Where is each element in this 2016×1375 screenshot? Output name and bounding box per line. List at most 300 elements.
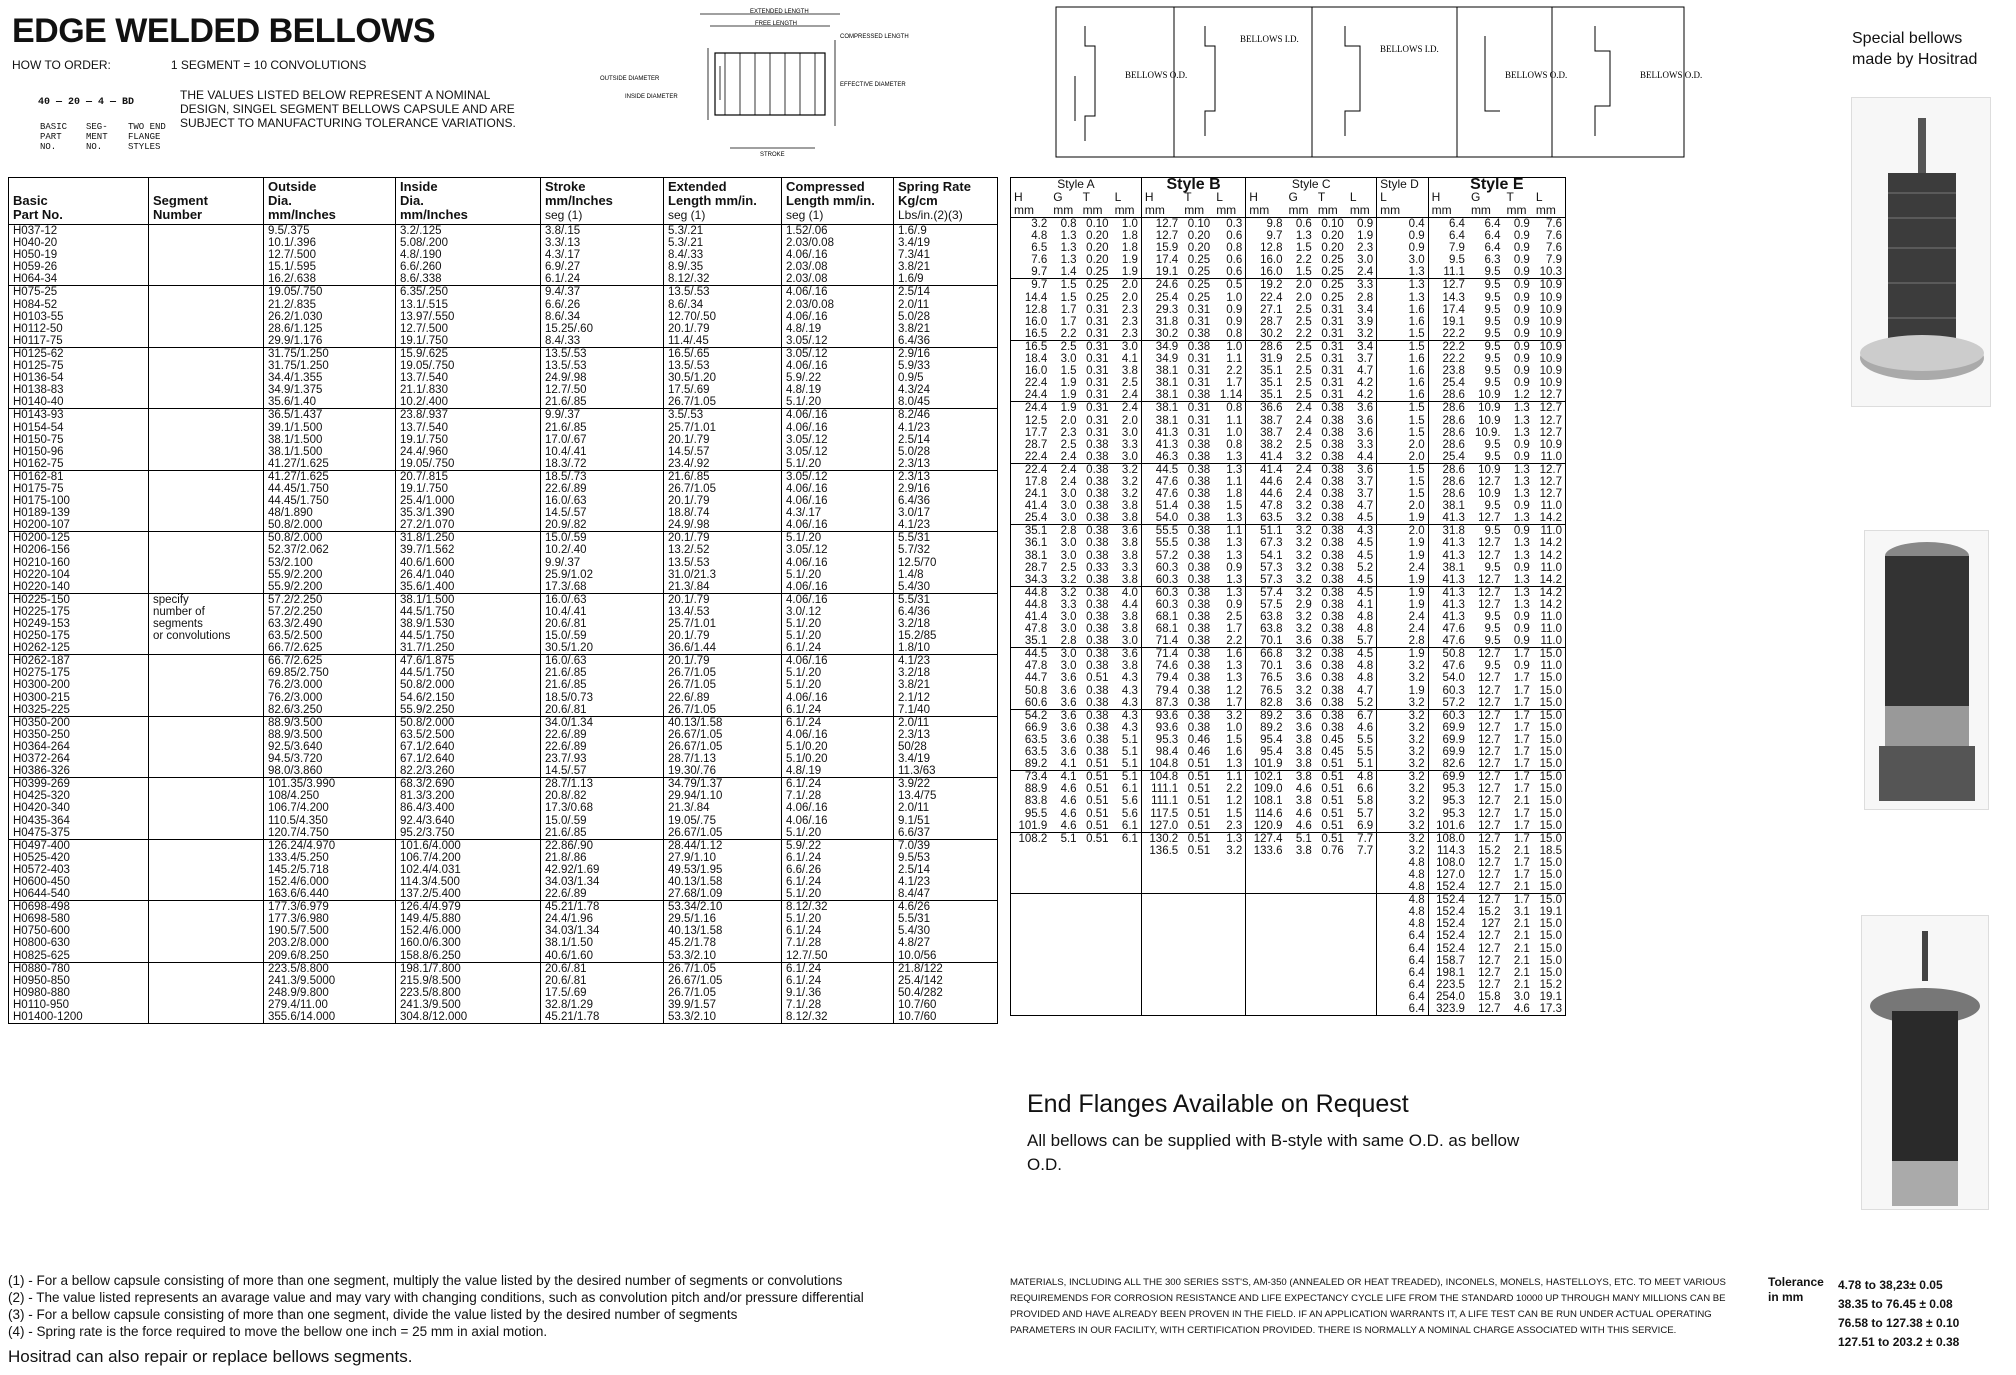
table-body bbox=[1011, 218, 1566, 1016]
table-cell: H0125-62 H0125-75 H0136-54 H0138-83 H0140-40 bbox=[13, 347, 64, 409]
table-row bbox=[9, 225, 998, 286]
table-cell: 1.0 1.8 1.8 1.9 1.9 bbox=[1121, 218, 1138, 279]
table-cell: 34.0/1.34 22.6/.89 22.6/.89 23.7/.93 14.5/.57 bbox=[541, 716, 664, 777]
table-cell: 1.52/.06 2.03/0.08 4.06/.16 2.03/.08 2.03/.08 bbox=[782, 225, 894, 286]
table-cell: 1.6 1.3 1.3 1.2 1.7 bbox=[1226, 648, 1243, 709]
unit-header bbox=[1504, 191, 1533, 218]
table-cell: 1.7 1.7 2.1 1.7 1.7 bbox=[1513, 771, 1530, 832]
table-row bbox=[1011, 955, 1566, 1016]
table-cell: 5.1 bbox=[1060, 832, 1077, 845]
table-cell bbox=[1347, 894, 1377, 955]
repair-note: Hositrad can also repair or replace bellows segments. bbox=[8, 1347, 413, 1366]
table-cell: 6.7 4.6 5.5 5.5 5.1 bbox=[1357, 709, 1374, 771]
table-cell: 3.2 3.2 3.2 3.8 3.8 bbox=[1121, 463, 1138, 525]
col-header: L bbox=[1380, 190, 1387, 204]
table-row bbox=[9, 839, 998, 900]
table-cell: 5.9/.22 6.1/.24 6.6/.26 6.1/.24 5.1/.20 bbox=[782, 839, 894, 900]
table-cell: 57.4 57.5 63.8 63.8 70.1 bbox=[1246, 586, 1286, 647]
code-label: TWO END FLANGE STYLES bbox=[128, 122, 166, 152]
page-title: EDGE WELDED BELLOWS bbox=[12, 12, 436, 50]
col-header: G bbox=[1053, 190, 1063, 204]
table-cell: 2.0 1.9 1.9 2.4 1.9 bbox=[1377, 525, 1429, 586]
table-cell: 18.5/.73 22.6/.89 16.0/.63 14.5/.57 20.9/.82 bbox=[541, 470, 664, 531]
col-header: Outside bbox=[268, 179, 317, 194]
table-cell: 7.7 7.7 bbox=[1357, 832, 1374, 857]
col-header: Inside bbox=[400, 179, 438, 194]
table-cell: 12.7 12.7 12.7 12.7 12.7 bbox=[1478, 709, 1501, 771]
diagram-label: EXTENDED LENGTH bbox=[750, 9, 809, 15]
col-unit: mm bbox=[1216, 203, 1237, 217]
table-cell: 21.6/.85 26.7/1.05 20.1/.79 18.8/.74 24.9/.98 bbox=[664, 470, 782, 531]
col-unit: mm bbox=[1288, 203, 1309, 217]
table-cell: 2.9/16 5.9/33 0.9/5 4.3/24 8.0/45 bbox=[894, 347, 998, 408]
footnote: (2) - The value listed represents an avarage value and may vary with changing conditions, such as convolution pitch and/or pressure differential bbox=[8, 1290, 864, 1305]
table-cell: H037-12 H040-20 H050-19 H059-26 H064-34 bbox=[13, 225, 58, 286]
table-cell: 2.4 2.0 3.0 3.3 3.0 bbox=[1121, 402, 1138, 463]
table-cell: 4.0 4.4 3.8 3.8 3.0 bbox=[1121, 586, 1138, 648]
bellows-dimension-diagram bbox=[600, 8, 909, 158]
table-cell bbox=[1246, 894, 1286, 955]
table-cell: 12.7 12.7 9.5 9.5 9.5 bbox=[1478, 586, 1501, 648]
table-row bbox=[9, 347, 998, 408]
table-cell: 0.6 1.3 1.5 2.2 1.5 bbox=[1295, 218, 1312, 279]
col-unit: mm bbox=[1506, 203, 1527, 217]
table-cell: 9.8 9.7 12.8 16.0 16.0 bbox=[1246, 218, 1286, 279]
table-cell bbox=[149, 347, 264, 408]
table-row bbox=[1011, 218, 1566, 279]
table-cell: 3.6 3.8 3.8 3.3 3.8 bbox=[1121, 525, 1138, 586]
col-unit: mm bbox=[1470, 203, 1491, 217]
table-cell: 3.05/.12 4.06/.16 4.06/.16 4.3/.17 4.06/.16 bbox=[782, 470, 894, 531]
table-cell: 7.0/39 9.5/53 2.5/14 4.1/23 8.4/47 bbox=[894, 839, 998, 900]
table-cell: 0.9 0.9 0.9 0.9 0.9 bbox=[1513, 218, 1530, 279]
table-cell bbox=[149, 839, 264, 900]
table-cell: 20.1/.79 13.2/.52 13.5/.53 31.0/21.3 21.3/.84 bbox=[664, 532, 782, 593]
table-cell: 6.1/.24 6.1/.24 9.1/.36 7.1/.28 8.12/.32 bbox=[782, 962, 894, 1023]
diagram-label: INSIDE DIAMETER bbox=[625, 94, 678, 100]
style-b-header: Style B bbox=[1141, 178, 1245, 192]
table-cell: 0.51 0.51 0.51 0.51 0.51 bbox=[1086, 771, 1109, 832]
table-cell: 1.5 1.5 1.7 1.7 2.2 bbox=[1060, 279, 1077, 340]
table-cell: 16.0/.63 10.4/.41 20.6/.81 15.0/.59 30.5/1.20 bbox=[541, 593, 664, 654]
table-cell: 50.8 47.6 54.0 60.3 57.2 bbox=[1428, 648, 1468, 709]
code-label: BASIC PART NO. bbox=[40, 122, 68, 152]
table-cell: 1.3 0.9 2.5 1.7 2.2 bbox=[1226, 586, 1243, 648]
unit-header bbox=[1315, 191, 1347, 218]
col-header: mm/Inches bbox=[268, 207, 336, 222]
table-cell bbox=[1246, 955, 1286, 1016]
bellows-image bbox=[1865, 531, 1990, 811]
col-header: H bbox=[1014, 190, 1023, 204]
col-unit: mm bbox=[1082, 203, 1103, 217]
table-cell: 12.7 12.7 12.7 12.7 12.7 bbox=[1478, 771, 1501, 832]
col-unit: mm bbox=[1014, 203, 1034, 217]
table-cell: 3.2 3.3 3.0 3.0 2.8 bbox=[1060, 586, 1077, 648]
table-cell: H0880-780 H0950-850 H0980-880 H0110-950 H01400-1200 bbox=[13, 962, 83, 1023]
table-cell: 54.2 66.9 63.5 63.5 89.2 bbox=[1024, 709, 1048, 771]
table-cell bbox=[149, 470, 264, 531]
table-cell: 10.9 12.7 10.9 9.5 12.7 bbox=[1478, 463, 1501, 525]
table-cell: 69.9 95.3 95.3 95.3 101.6 bbox=[1428, 771, 1468, 832]
table-cell: 31.8 41.3 41.3 38.1 41.3 bbox=[1428, 525, 1468, 586]
table-cell: 73.4 88.9 83.8 95.5 101.9 bbox=[1018, 771, 1048, 832]
table-cell: 9.7 14.4 12.8 16.0 16.5 bbox=[1024, 279, 1048, 340]
table-cell: 0.38 0.38 0.38 0.38 0.38 bbox=[1086, 586, 1109, 648]
table-cell bbox=[1213, 955, 1246, 1016]
table-cell: 6.4 6.4 6.4 6.4 6.4 bbox=[1377, 955, 1429, 1016]
table-cell bbox=[149, 962, 264, 1023]
table-cell bbox=[1050, 955, 1079, 1016]
table-cell: 15.0 19.1 15.0 15.0 15.0 bbox=[1539, 894, 1562, 955]
table-cell: 177.3/6.979 177.3/6.980 190.5/7.500 203.2/8.000 209.6/8.250 bbox=[264, 901, 396, 962]
unit-header bbox=[1428, 191, 1468, 218]
table-cell: 4.8 4.8 4.8 6.4 6.4 bbox=[1377, 894, 1429, 955]
table-row bbox=[1011, 340, 1566, 401]
table-cell: 13.5/.53 13.5/.53 24.9/.98 12.7/.50 21.6/.85 bbox=[541, 347, 664, 408]
table-cell: 19.2 22.4 27.1 28.7 30.2 bbox=[1246, 279, 1286, 340]
unit-header bbox=[1468, 191, 1504, 218]
table-cell: 12.7 15.2 12.7 12.7 12.7 bbox=[1478, 832, 1501, 894]
table-cell: 1.3 1.3 1.6 1.6 1.5 bbox=[1377, 279, 1429, 340]
end-flanges-text: All bellows can be supplied with B-style with same O.D. as bellow O.D. bbox=[1027, 1131, 1520, 1174]
table-cell bbox=[149, 409, 264, 470]
table-row bbox=[9, 532, 998, 593]
table-cell: 0.8 1.1 1.0 0.8 1.3 bbox=[1226, 402, 1243, 463]
col-header: G bbox=[1288, 190, 1298, 204]
col-header: H bbox=[1431, 190, 1441, 204]
table-cell: 3.3 2.8 3.4 3.9 3.2 bbox=[1357, 279, 1374, 340]
table-cell: 1.1 1.3 1.3 0.9 1.3 bbox=[1226, 525, 1243, 586]
table-cell: 1.3 3.2 bbox=[1226, 832, 1243, 857]
table-cell: 1.3 1.3 1.3 0.9 0.9 bbox=[1513, 402, 1530, 463]
table-cell: 20.1/.79 26.7/1.05 26.7/1.05 22.6/.89 26.7/1.05 bbox=[664, 655, 782, 716]
col-unit: mm bbox=[1144, 203, 1165, 217]
table-cell: 0.38 0.38 0.38 0.38 0.38 bbox=[1321, 402, 1344, 463]
table-cell: 3.2/.125 5.08/.200 4.8/.190 6.6/.260 8.6/.338 bbox=[396, 225, 541, 286]
table-cell: 0.4 0.9 0.9 3.0 1.3 bbox=[1377, 218, 1429, 279]
table-cell: 0.5 1.0 0.9 0.9 0.8 bbox=[1226, 279, 1243, 340]
table-cell: 0.10 0.20 0.20 0.25 0.25 bbox=[1187, 218, 1211, 279]
footnote: (3) - For a bellow capsule consisting of more than one segment, divide the value listed by the desired number of segments bbox=[8, 1307, 738, 1322]
table-cell: 7.6 7.6 7.6 7.9 10.3 bbox=[1539, 218, 1562, 279]
table-cell: 108.2 bbox=[1018, 832, 1048, 845]
diagram-label: OUTSIDE DIAMETER bbox=[600, 76, 660, 82]
style-header-row bbox=[1011, 178, 1566, 192]
table-cell: 1.5 1.6 1.6 1.6 1.6 bbox=[1377, 340, 1429, 401]
table-cell: H075-25 H084-52 H0103-55 H0112-50 H0117-75 bbox=[13, 286, 64, 347]
table-cell: 28.44/1.12 27.9/1.10 49.53/1.95 40.13/1.58 27.68/1.09 bbox=[664, 839, 782, 900]
table-cell: 2.4 2.4 2.4 2.5 3.2 bbox=[1295, 402, 1312, 463]
table-cell: 3.2 4.8 6.5 7.6 9.7 bbox=[1031, 218, 1048, 279]
table-cell: H0200-125 H0206-156 H0210-160 H0220-104 H0220-140 bbox=[13, 532, 70, 593]
unit-header bbox=[1112, 191, 1142, 218]
col-unit: mm bbox=[1317, 203, 1338, 217]
table-cell: 0.38 0.38 0.38 0.38 0.38 bbox=[1187, 648, 1211, 709]
tolerance-label: Tolerance in mm bbox=[1768, 1275, 1824, 1304]
table-row bbox=[1011, 463, 1566, 524]
flange-style-diagrams bbox=[1055, 6, 1815, 161]
table-cell bbox=[1286, 955, 1315, 1016]
table-cell bbox=[1011, 955, 1051, 1016]
table-cell: 4.06/.16 2.03/0.08 4.06/.16 4.8/.19 3.05/.12 bbox=[782, 286, 894, 347]
table-cell: 1.7 1.7 1.7 1.7 1.7 bbox=[1513, 709, 1530, 771]
table-cell: 152.4 152.4 152.4 152.4 152.4 bbox=[1428, 894, 1468, 955]
table-cell: 88.9/3.500 88.9/3.500 92.5/3.640 94.5/3.720 98.0/3.860 bbox=[264, 716, 396, 777]
table-cell: 3.8 4.6 3.8 4.6 4.6 bbox=[1295, 771, 1312, 832]
unit-header bbox=[1080, 191, 1112, 218]
diagram-label: COMPRESSED LENGTH bbox=[840, 34, 909, 40]
table-cell: 5.5/31 6.4/36 3.2/18 15.2/85 1.8/10 bbox=[894, 593, 998, 654]
table-cell: 1.5 1.5 1.5 2.0 1.9 bbox=[1377, 463, 1429, 524]
table-cell: 126.4/4.979 149.4/5.880 152.4/6.000 160.0/6.300 158.8/6.250 bbox=[396, 901, 541, 962]
table-cell: 0.31 0.31 0.31 0.38 0.38 bbox=[1086, 402, 1109, 463]
table-cell: 198.1/7.800 215.9/8.500 223.5/8.800 241.3/9.500 304.8/12.000 bbox=[396, 962, 541, 1023]
col-header: Part No. bbox=[13, 207, 63, 222]
table-cell: 3.2 3.6 3.6 3.2 3.6 bbox=[1295, 648, 1312, 709]
table-cell: 3.05/.12 4.06/.16 5.9/.22 4.8/.19 5.1/.20 bbox=[782, 347, 894, 408]
table-cell: 47.6/1.875 44.5/1.750 50.8/2.000 54.6/2.150 55.9/2.250 bbox=[396, 655, 541, 716]
table-cell: H0162-81 H0175-75 H0175-100 H0189-139 H0200-107 bbox=[13, 470, 70, 532]
col-header: Number bbox=[153, 207, 203, 222]
unit-header bbox=[1011, 191, 1051, 218]
table-cell: 3.5/.53 25.7/1.01 20.1/.79 14.5/.57 23.4/.92 bbox=[664, 409, 782, 470]
table-cell: 9.5/.375 10.1/.396 12.7/.500 15.1/.595 16.2/.638 bbox=[264, 225, 396, 286]
col-header: seg (1) bbox=[545, 208, 583, 222]
table-cell bbox=[149, 901, 264, 962]
table-cell bbox=[1080, 894, 1112, 955]
unit-header-row bbox=[1011, 191, 1566, 218]
table-cell: 9.5 9.5 9.5 9.5 9.5 bbox=[1484, 279, 1501, 340]
table-cell: 104.8 111.1 111.1 117.5 127.0 bbox=[1141, 771, 1181, 832]
col-unit: mm bbox=[1184, 203, 1205, 217]
table-cell bbox=[149, 778, 264, 839]
table-cell: 45.21/1.78 24.4/1.96 34.03/1.34 38.1/1.50 40.6/1.60 bbox=[541, 901, 664, 962]
table-cell: 24.6 25.4 29.3 31.8 30.2 bbox=[1141, 279, 1181, 340]
table-row bbox=[1011, 709, 1566, 770]
table-cell: 223.5/8.800 241.3/9.5000 248.9/9.800 279.4/11.00 355.6/14.000 bbox=[264, 962, 396, 1023]
table-cell: 9.5 12.7 12.7 9.5 12.7 bbox=[1478, 525, 1501, 586]
style-label: BELLOWS O.D. bbox=[1505, 70, 1568, 80]
table-cell bbox=[1112, 955, 1142, 1016]
table-cell: 12.7 14.3 17.4 19.1 22.2 bbox=[1428, 279, 1468, 340]
table-cell: H0350-200 H0350-250 H0364-264 H0372-264 H0386-326 bbox=[13, 716, 70, 778]
table-cell: 10.9 10.9 10.9 10.9 12.7 bbox=[1539, 340, 1562, 402]
table-cell: 0.38 0.38 0.38 0.38 0.38 bbox=[1187, 525, 1211, 586]
col-header: G bbox=[1470, 190, 1481, 204]
table-cell: 3.2 1.0 1.5 1.6 1.3 bbox=[1226, 709, 1243, 771]
table-cell: 22.2 22.2 23.8 25.4 28.6 bbox=[1428, 340, 1468, 401]
table-cell: 12.7 12.7 12.7 15.8 12.7 bbox=[1478, 954, 1501, 1015]
table-cell: 4.1 4.6 4.6 4.6 4.6 bbox=[1060, 771, 1077, 832]
table-cell: 2.5 2.5 2.5 2.5 2.5 bbox=[1295, 340, 1312, 402]
table-cell: 6.4 6.4 6.4 6.3 9.5 bbox=[1484, 218, 1501, 279]
footnotes bbox=[8, 1272, 864, 1340]
table-cell: 71.4 74.6 79.4 79.4 87.3 bbox=[1141, 648, 1181, 709]
table-cell: 2.0 2.0 2.3 2.3 2.3 bbox=[1121, 279, 1138, 340]
col-unit: mm bbox=[1053, 203, 1074, 217]
table-cell: 3.6 3.6 3.8 3.8 3.8 bbox=[1295, 709, 1312, 771]
table-cell: 23.8/.937 13.7/.540 19.1/.750 24.4/.960 19.05/.750 bbox=[396, 409, 541, 470]
table-cell: 6.4 6.4 7.9 9.5 11.1 bbox=[1428, 218, 1468, 279]
unit-header bbox=[1181, 191, 1213, 218]
table-cell: 4.1/23 3.2/18 3.8/21 2.1/12 7.1/40 bbox=[894, 655, 998, 716]
end-flanges-title: End Flanges Available on Request bbox=[1027, 1090, 1409, 1118]
table-cell: 22.86/.90 21.8/.86 42.92/1.69 34.03/1.34 22.6/.89 bbox=[541, 839, 664, 900]
table-cell: H0497-400 H0525-420 H0572-403 H0600-450 H0644-540 bbox=[13, 839, 70, 901]
table-cell bbox=[1050, 894, 1079, 955]
table-cell: 108.0 114.3 108.0 127.0 152.4 bbox=[1428, 832, 1468, 893]
table-cell: 34.79/1.37 29.94/1.10 21.3/.84 19.05/.75 26.67/1.05 bbox=[664, 778, 782, 839]
table-cell: 36.6 38.7 38.7 38.2 41.4 bbox=[1246, 402, 1286, 463]
table-cell: 41.27/1.625 44.45/1.750 44.45/1.750 48/1.890 50.8/2.000 bbox=[264, 470, 396, 531]
table-cell: 55.5 55.5 57.2 60.3 60.3 bbox=[1141, 525, 1181, 586]
table-cell: 4.6/26 5.5/31 5.4/30 4.8/27 10.0/56 bbox=[894, 901, 998, 962]
table-cell: 0.9 1.3 1.3 0.9 1.3 bbox=[1513, 525, 1530, 586]
table-cell: 0.38 0.38 0.38 0.38 0.38 bbox=[1187, 463, 1211, 525]
style-d-header: Style D bbox=[1377, 178, 1429, 192]
table-cell: 12.7 12.7 15.9 17.4 19.1 bbox=[1141, 218, 1181, 279]
table-cell: 31.8/1.250 39.7/1.562 40.6/1.600 26.4/1.040 35.6/1.400 bbox=[396, 532, 541, 593]
table-cell: 0.38 0.38 0.46 0.46 0.51 bbox=[1187, 709, 1211, 771]
table-cell: 1.3 1.3 0.9 0.9 0.9 bbox=[1513, 586, 1530, 648]
table-cell: 44.5 47.8 44.7 50.8 60.6 bbox=[1024, 648, 1048, 709]
table-row bbox=[1011, 402, 1566, 463]
table-row bbox=[1011, 279, 1566, 340]
unit-header bbox=[1213, 191, 1246, 218]
table-cell bbox=[149, 716, 264, 777]
table-cell: 2.3/13 2.9/16 6.4/36 3.0/17 4.1/23 bbox=[894, 470, 998, 531]
col-header: Kg/cm bbox=[898, 193, 938, 208]
table-cell: 5.1 3.8 bbox=[1295, 832, 1312, 857]
table-cell: 0.3 0.6 0.8 0.6 0.6 bbox=[1226, 218, 1243, 279]
table-cell: 16.0/.63 21.6/.85 21.6/.85 18.5/0.73 20.6/.81 bbox=[541, 655, 664, 716]
table-cell: 3.2 3.2 3.2 3.2 3.2 bbox=[1295, 525, 1312, 586]
table-row bbox=[1011, 525, 1566, 586]
table-cell bbox=[149, 532, 264, 593]
table-cell bbox=[149, 655, 264, 716]
table-cell: 1.3 1.1 1.8 1.5 1.3 bbox=[1226, 463, 1243, 525]
table-cell: 16.5/.65 13.5/.53 30.5/1.20 17.5/.69 26.7/1.05 bbox=[664, 347, 782, 408]
table-cell bbox=[1141, 955, 1181, 1016]
table-cell: 130.2 136.5 bbox=[1141, 832, 1181, 893]
table-cell: 44.8 44.8 41.4 47.8 35.1 bbox=[1024, 586, 1048, 648]
table-cell bbox=[149, 286, 264, 347]
unit-header bbox=[1286, 191, 1315, 218]
table-cell: 126.24/4.970 133.4/5.250 145.2/5.718 152.4/6.000 163.6/6.440 bbox=[264, 839, 396, 900]
table-cell: 1.9 1.9 2.4 2.4 2.8 bbox=[1377, 586, 1429, 647]
table-cell: 3.0 4.1 3.8 2.5 2.4 bbox=[1121, 340, 1138, 402]
table-cell: 1.1 2.2 1.2 1.5 2.3 bbox=[1226, 771, 1243, 832]
table-cell: 4.3 4.3 5.1 5.1 5.1 bbox=[1121, 709, 1138, 771]
table-cell: 15.0 15.0 15.2 19.1 17.3 bbox=[1539, 954, 1562, 1015]
table-cell: 0.38 0.38 0.38 0.33 0.38 bbox=[1086, 525, 1109, 586]
table-cell: 0.38 0.38 0.38 0.38 0.51 bbox=[1086, 709, 1109, 771]
table-cell: 16.5 18.4 16.0 22.4 24.4 bbox=[1024, 340, 1048, 402]
table-cell: 8.2/46 4.1/23 2.5/14 5.0/28 2.3/13 bbox=[894, 409, 998, 470]
table-cell: 2.4 2.4 3.0 3.0 3.0 bbox=[1060, 463, 1077, 525]
col-header: T bbox=[1506, 190, 1514, 204]
table-cell: 1.6/.9 3.4/19 7.3/41 3.8/21 1.6/9 bbox=[894, 225, 998, 286]
col-header: seg (1) bbox=[786, 208, 824, 222]
table-cell: 3.6 3.6 3.6 3.3 4.4 bbox=[1357, 402, 1374, 463]
table-cell: 3.2 3.2 4.8 4.8 4.8 bbox=[1377, 832, 1429, 893]
table-cell: 60.3 60.3 68.1 68.1 71.4 bbox=[1141, 586, 1181, 647]
table-cell: 0.25 0.25 0.31 0.31 0.31 bbox=[1321, 279, 1344, 340]
table-cell: 4.06/.16 3.0/.12 5.1/.20 5.1/.20 6.1/.24 bbox=[782, 593, 894, 654]
table-cell: 50.8/2.000 52.37/2.062 53/2.100 55.9/2.200 55.9/2.200 bbox=[264, 532, 396, 593]
table-cell: 158.7 198.1 223.5 254.0 323.9 bbox=[1428, 955, 1468, 1016]
table-cell: 5.5/31 5.7/32 12.5/70 1.4/8 5.4/30 bbox=[894, 532, 998, 593]
col-header: Stroke bbox=[545, 179, 586, 194]
table-cell: 6.1/.24 7.1/.28 4.06/.16 4.06/.16 5.1/.20 bbox=[782, 778, 894, 839]
style-c-header: Style C bbox=[1246, 178, 1377, 192]
unit-header bbox=[1347, 191, 1377, 218]
table-cell: 0.38 0.38 0.38 0.38 0.38 bbox=[1321, 586, 1344, 648]
diagram-label: EFFECTIVE DIAMETER bbox=[840, 82, 906, 88]
table-cell: 0.38 0.38 0.45 0.45 0.51 bbox=[1321, 709, 1344, 771]
table-cell: 34.9 34.9 38.1 38.1 38.1 bbox=[1141, 340, 1181, 401]
table-cell: 5.1 6.1 5.6 5.6 6.1 bbox=[1121, 771, 1138, 832]
unit-header bbox=[1141, 191, 1181, 218]
table-cell: 38.1/1.500 44.5/1.750 38.9/1.530 44.5/1.750 31.7/1.250 bbox=[396, 593, 541, 654]
col-header: Lbs/in.(2)(3) bbox=[898, 208, 963, 222]
table-cell: 0.51 0.76 bbox=[1321, 832, 1344, 857]
col-header: L bbox=[1114, 190, 1122, 204]
table-cell: 66.8 70.1 76.5 76.5 82.8 bbox=[1246, 648, 1286, 709]
table-cell: 38.1 38.1 41.3 41.3 46.3 bbox=[1141, 402, 1181, 463]
table-row bbox=[9, 593, 998, 654]
table-cell: 0.9 0.9 0.9 0.9 0.9 bbox=[1513, 279, 1530, 340]
table-row bbox=[9, 962, 998, 1023]
table-cell: 1.7 0.9 1.7 1.7 1.7 bbox=[1513, 648, 1530, 709]
bellows-photo-3 bbox=[1861, 915, 1989, 1210]
table-cell bbox=[1315, 894, 1347, 955]
col-unit: mm bbox=[1349, 203, 1370, 217]
table-cell bbox=[1112, 894, 1142, 955]
table-row bbox=[9, 286, 998, 347]
table-cell: 0.38 0.38 0.38 0.38 0.38 bbox=[1321, 525, 1344, 586]
table-cell: 12.7 15.2 127 12.7 12.7 bbox=[1478, 894, 1501, 955]
table-cell: 3.9/22 13.4/75 2.0/11 9.1/51 6.6/37 bbox=[894, 778, 998, 839]
table-cell: 15.0 11.0 15.0 15.0 15.0 bbox=[1539, 648, 1562, 709]
table-cell: 51.1 67.3 54.1 57.3 57.3 bbox=[1246, 525, 1286, 586]
col-header: T bbox=[1184, 190, 1192, 204]
bellows-image bbox=[1852, 98, 1992, 408]
table-cell: 93.6 93.6 95.3 98.4 104.8 bbox=[1141, 709, 1181, 770]
flange-style-table bbox=[1010, 177, 1566, 1016]
table-cell: 0.38 0.38 0.51 0.38 0.38 bbox=[1086, 648, 1109, 709]
unit-header bbox=[1246, 191, 1286, 218]
footnote: (1) - For a bellow capsule consisting of more than one segment, multiply the value listed by the desired number of segments or convolutions bbox=[8, 1273, 843, 1288]
table-cell: 1.3 1.3 1.3 0.9 1.3 bbox=[1513, 463, 1530, 525]
table-cell: 2.8 3.0 3.0 2.5 3.2 bbox=[1060, 525, 1077, 586]
unit-header bbox=[1533, 191, 1566, 218]
order-code-example: 40 — 20 — 4 — BD bbox=[38, 97, 135, 108]
table-cell: 5.1/.20 3.05/.12 4.06/.16 5.1/.20 4.06/.16 bbox=[782, 532, 894, 593]
col-header: H bbox=[1144, 190, 1154, 204]
table-cell: 31.75/1.250 31.75/1.250 34.4/1.355 34.9/1.375 35.6/1.40 bbox=[264, 347, 396, 408]
table-cell: 28.7/1.13 20.8/.82 17.3/0.68 15.0/.59 21.6/.85 bbox=[541, 778, 664, 839]
table-cell bbox=[1181, 955, 1213, 1016]
style-label: BELLOWS I.D. bbox=[1380, 44, 1439, 54]
table-cell: 6.1/.24 4.06/.16 5.1/0.20 5.1/0.20 4.8/.19 bbox=[782, 716, 894, 777]
table-cell: 28.6 28.6 28.6 38.1 41.3 bbox=[1428, 463, 1468, 524]
col-header: mm/Inches bbox=[545, 193, 613, 208]
table-cell: 2.5/14 2.0/11 5.0/28 3.8/21 6.4/36 bbox=[894, 286, 998, 347]
table-cell: 19.05/.750 21.2/.835 26.2/1.030 28.6/1.125 29.9/1.176 bbox=[264, 286, 396, 347]
table-cell: 60.3 69.9 69.9 69.9 82.6 bbox=[1428, 709, 1468, 770]
table-cell: 12.7 9.5 12.7 12.7 12.7 bbox=[1478, 648, 1501, 709]
